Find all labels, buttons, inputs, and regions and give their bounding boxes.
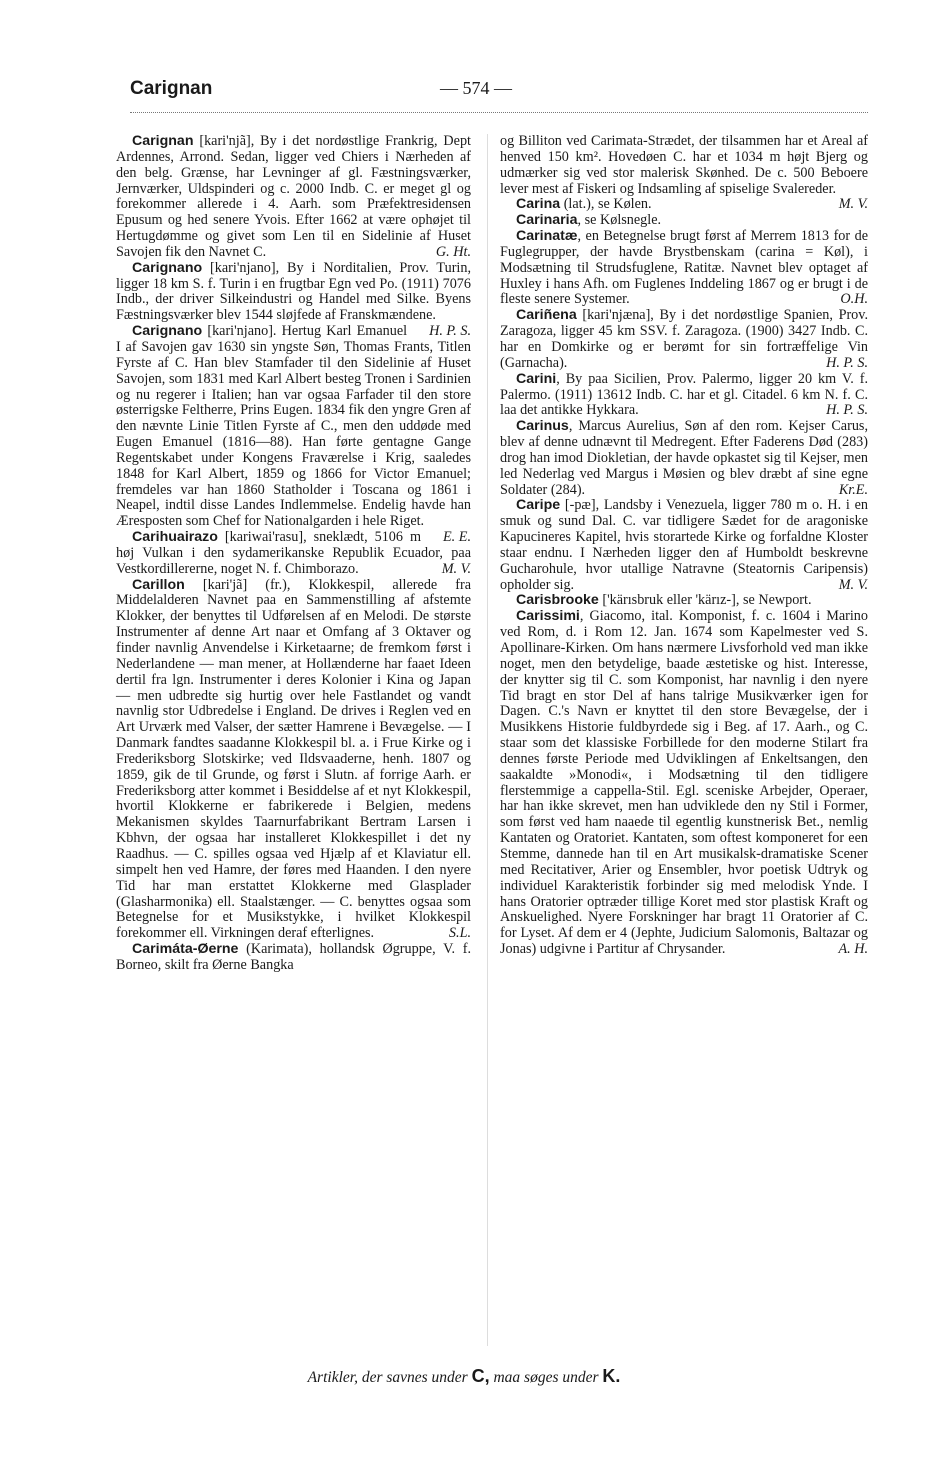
entry-headword: Carina — [516, 196, 561, 213]
entry-text: og Billiton ved Carimata-Strædet, der tilsammen har et Areal af henved 150 km². Hovedøen C. har et 1034 m højt Bjerg og udmærker sig ved stor malerisk Skønhed. De c. 500 Beboere lever mest af Fiskeri og Indsamling af spiselige Svalereder. — [500, 133, 868, 197]
entry-headword: Cariñena — [516, 307, 577, 324]
footer-note — [0, 1366, 928, 1387]
footer-text: Artikler, der savnes under — [307, 1369, 468, 1386]
entry-text: , Marcus Aurelius, Søn af den rom. Kejser Carus, blev af denne udnævnt til Medregent. Efter Faderens Død (283) drog han imod Diokletian, der havde opkastet sig til Kejser, men led Nederlag ved Margus i Møsien og blev dræbt af sine egne Soldater (284). — [500, 418, 868, 498]
entry-headword: Carignano — [132, 259, 203, 276]
entry — [500, 197, 868, 213]
entry-headword: Carillon — [132, 576, 185, 593]
entry-text: [kariwai'rasu], sneklædt, 5106 m høj Vulkan i den sydamerikanske Republik Ecuador, paa Vestkordillererne, noget N. f. Chimborazo. — [116, 529, 471, 577]
entry-signature: S.L. — [448, 925, 471, 942]
entry — [116, 942, 471, 974]
entry-headword: Caripe — [516, 497, 561, 514]
entry-text: , se Kølsnegle. — [577, 212, 662, 229]
entry-signature: M. V. — [838, 576, 868, 593]
entry-text: [kari'njã], By i det nordøstlige Frankrig, Dept Ardennes, Arrond. Sedan, ligger ved Chiers i Nærheden af den belg. Grænse, har Levninger af gl. Fæstningsværker, Jernværker, Uldspinderi og c. 2000 Indb. C. er meget gl og forekommer allerede i 4. Aarh. som Præfektresidensen Epusum og hed senere Yvois. Efter 1662 at være ophøjet til Hertugdømme og givet som Len til en Sidelinie af Huset Savojen fik den Navnet C. — [116, 133, 471, 260]
entry-text: [-pæ], Landsby i Venezuela, ligger 780 m o. H. i en smuk og sund Dal. C. var tidligere Sædet for de aragoniske Kapucineres Kapitel, hvis storartede Kirke og forfaldne Kloster staar endnu. I Nærheden ligger den af Humboldt beskrevne Gucharohule, hvor utallige Natravne (Steatornis Caripensis) opholder sig. — [500, 497, 868, 593]
footer-text-middle: maa søges under — [493, 1369, 599, 1386]
entry-signature: H. P. S. — [826, 402, 868, 419]
entry-signature: G. Ht. — [435, 243, 471, 260]
entry-text: , en Betegnelse brugt først af Merrem 1813 for de Fuglegrupper, der havde Brystbenskam (carina = Køl), i Modsætning til Strudsfuglene, Ratitæ. Navnet blev optaget af Huxley i hans Afh. om Fuglenes Inddeling 1867 og er brugt i de fleste senere Systemer. — [500, 228, 868, 308]
entry — [116, 259, 471, 340]
footer-letter-c: C, — [471, 1366, 490, 1386]
footer-letter-k: K. — [602, 1366, 621, 1386]
entry-headword: Carissimi — [516, 608, 580, 625]
entry-signature: H. P. S. — [429, 323, 471, 340]
entry-signature: Kr.E. — [838, 481, 868, 498]
running-head-word: Carignan — [130, 78, 213, 99]
header-rule — [130, 112, 868, 113]
right-column — [500, 134, 868, 958]
entry — [500, 308, 868, 371]
entry-text: (lat.), se Kølen. — [563, 196, 652, 213]
entry-text: [kari'njano], By i Norditalien, Prov. Turin, ligger 18 km S. f. Turin i en frugtbar Egn ved Po. (1911) 7076 Indb., der driver Silkeindustri og Handel med Silke. Byens Fæstningsværker blev 1544 sløjfede af Franskmændene. — [116, 259, 471, 324]
entry-text: [kari'njano]. Hertug Karl Emanuel I af Savojen gav 1630 sin yngste Søn, Thomas Frants, Titlen Fyrste af C. Han blev Stamfader til den Sidelinie af Huset Savojen, som 1831 med Karl Albert besteg Tronen i Sardinien og nu regerer i Italien; han var ogsaa Farfader til den store østerrigske Feltherre, Prins Eugen. 1834 fik den yngre Gren af den nævnte Linie Titlen Fyrste af C., men den uddøde med Eugen Emanuel (1816—88). Han førte gentagne Gange Regentskabet under Kongens Fraværelse i Krig, saaledes 1848 for Karl Albert, 1859 og 1866 for Victor Emanuel; fremdeles var han 1860 Statholder i Toscana og 1861 i Neapel, indtil disse Landes Indlemmelse. Endelig havde han Æresposten som Chef for Nationalgarden i hele Riget. — [116, 323, 471, 530]
page-header — [130, 78, 868, 106]
entry-headword: Carignan — [132, 133, 194, 149]
entry-text: ['kärısbruk eller 'kärız-], se Newport. — [602, 592, 812, 609]
entry — [500, 593, 868, 609]
entry — [500, 213, 868, 229]
entry-headword: Carihuairazo — [132, 529, 218, 546]
entry-signature: M. V. — [441, 560, 471, 577]
entry — [500, 498, 868, 593]
entry-headword: Carinatæ — [516, 228, 578, 245]
entry — [500, 419, 868, 498]
entry-text: , Giacomo, ital. Komponist, f. c. 1604 i Marino ved Rom, d. i Rom 12. Jan. 1674 som Kapelmester ved S. Apollinare-Kirken. Om hans nærmere Livsforhold ved man ikke noget, men den betydelige, baade æstetiske og hist. Interesse, der knytter sig til C. som Komponist, har navnlig i den nyere Tid bragt en stor Del af hans talrige Musikværker igen for Dagen. C.'s Navn er knyttet til den store Bevægelse, der i Musikkens Historie fuldbyrdede sig i Beg. af 17. Aarh., og C. staar som det klassiske Forbillede for den moderne Stilart fra dennes første Periode med Udviklingen af Enkeltsangen, den saakaldte »Monodi«, i Modsætning til den tidligere flerstemmige a cappella-Stil. Egl. sceniske Arbejder, Operaer, har han ikke skrevet, men han udviklede den ny Stil i Former, som først ved ham naaede til egentlig kunstnerisk Bet., nemlig Kantaten og Oratoriet. Kantaten, som oftest komponeret for een Stemme, dannede han til en Art musikalsk-dramatiske Scener med Recitativer, Arier og Ensembler, hvor poetisk Udtryk og individuel Karakteristik forbinder sig med melodisk Ynde. I hans Oratorier optræder tillige Koret med stor plastisk Kraft og Anskuelighed. Nyere Forskninger har bragt 11 Oratorier af C. for Lyset. Af dem er 4 (Jephte, Judicium Salomonis, Baltazar og Jonas) udgivne i Partitur af Chrysander. — [500, 608, 868, 958]
entry-headword: Carini — [516, 370, 557, 387]
entry-headword: Carimáta-Øerne — [132, 941, 239, 958]
entry-signature: E. E. — [443, 529, 471, 546]
entry-text: [kari'jã] (fr.), Klokkespil, allerede fra Middelalderen Navnet paa en Sammenstilling af afstemte Klokker, der benyttes til Udførelsen af en Melodi. De største Instrumenter af denne Art naar et Omfang af 3 Oktaver og finder navnlig Anvendelse i Kirketaarne; de fremkom først i Nederlandene — man mener, at Hollænderne har faaet Ideen dertil fra lgn. Instrumenter i deres Kolonier i Kina og Japan — men udbredte sig hurtig over hele Fastlandet og vandt navnlig stor Udbredelse i England. De drives i Reglen ved en Art Urværk med Valser, der sætter Hamrene i Bevægelse. — I Danmark fandtes saadanne Klokkespil bl. a. i Frue Kirke og i Frederiksborg Slotskirke; ved Ildsvaaderne, henh. 1807 og 1859, gik de til Grunde, og først i Slutn. af forrige Aarh. er Frederiksborg atter kommet i Besiddelse af et nyt Klokkespil, hvortil Klokkerne er fabrikerede i Belgien, medens Mekanismen skyldes Taarnurfabrikant Bertram Larsen i Kbhvn, der ogsaa har installeret Klokkespillet i det ny Raadhus. — C. spilles ogsaa ved Hjælp af et Klaviatur ell. simpelt hen ved Hamre, der føres med Haanden. I den nyere Tid har man erstattet Klokkerne med Glasplader (Glasharmonika) ell. Staalstænger. — C. benyttes ogsaa som Betegnelse for et Musikstykke, i hvilket Klokkespil forekommer ell. Virkningen deraf efterlignes. — [116, 576, 471, 942]
entry — [116, 134, 471, 261]
entry-text: [kari'njæna], By i det nordøstlige Spanien, Prov. Zaragoza, ligger 45 km SSV. f. Zaragoza. (1900) 3427 Indb. C. har en Domkirke og er berømt for sin fortræffelige Vin (Garnacha). — [500, 307, 868, 371]
entry — [500, 229, 868, 308]
entry — [116, 530, 471, 578]
entry — [116, 578, 471, 942]
column-divider — [487, 134, 488, 1346]
entry — [500, 609, 868, 958]
entry-headword: Carisbrooke — [516, 592, 599, 609]
page-number: — 574 — — [440, 78, 512, 98]
entry-signature: M. V. — [838, 196, 868, 213]
entry-headword: Carignano — [132, 323, 203, 340]
entry-text: , By paa Sicilien, Prov. Palermo, ligger 20 km V. f. Palermo. (1911) 13612 Indb. C. har et gl. Citadel. 6 km N. f. C. laa det antikke Hykkara. — [500, 370, 868, 419]
left-column — [116, 134, 471, 974]
entry-signature: O.H. — [840, 291, 868, 308]
entry-headword: Carinus — [516, 418, 569, 435]
entry-signature: A. H. — [838, 941, 868, 958]
entry-headword: Carinaria — [516, 212, 578, 229]
entry-text: (Karimata), hollandsk Øgruppe, V. f. Borneo, skilt fra Øerne Bangka — [116, 941, 471, 973]
entry — [500, 372, 868, 420]
entry-signature: H. P. S. — [826, 354, 868, 371]
